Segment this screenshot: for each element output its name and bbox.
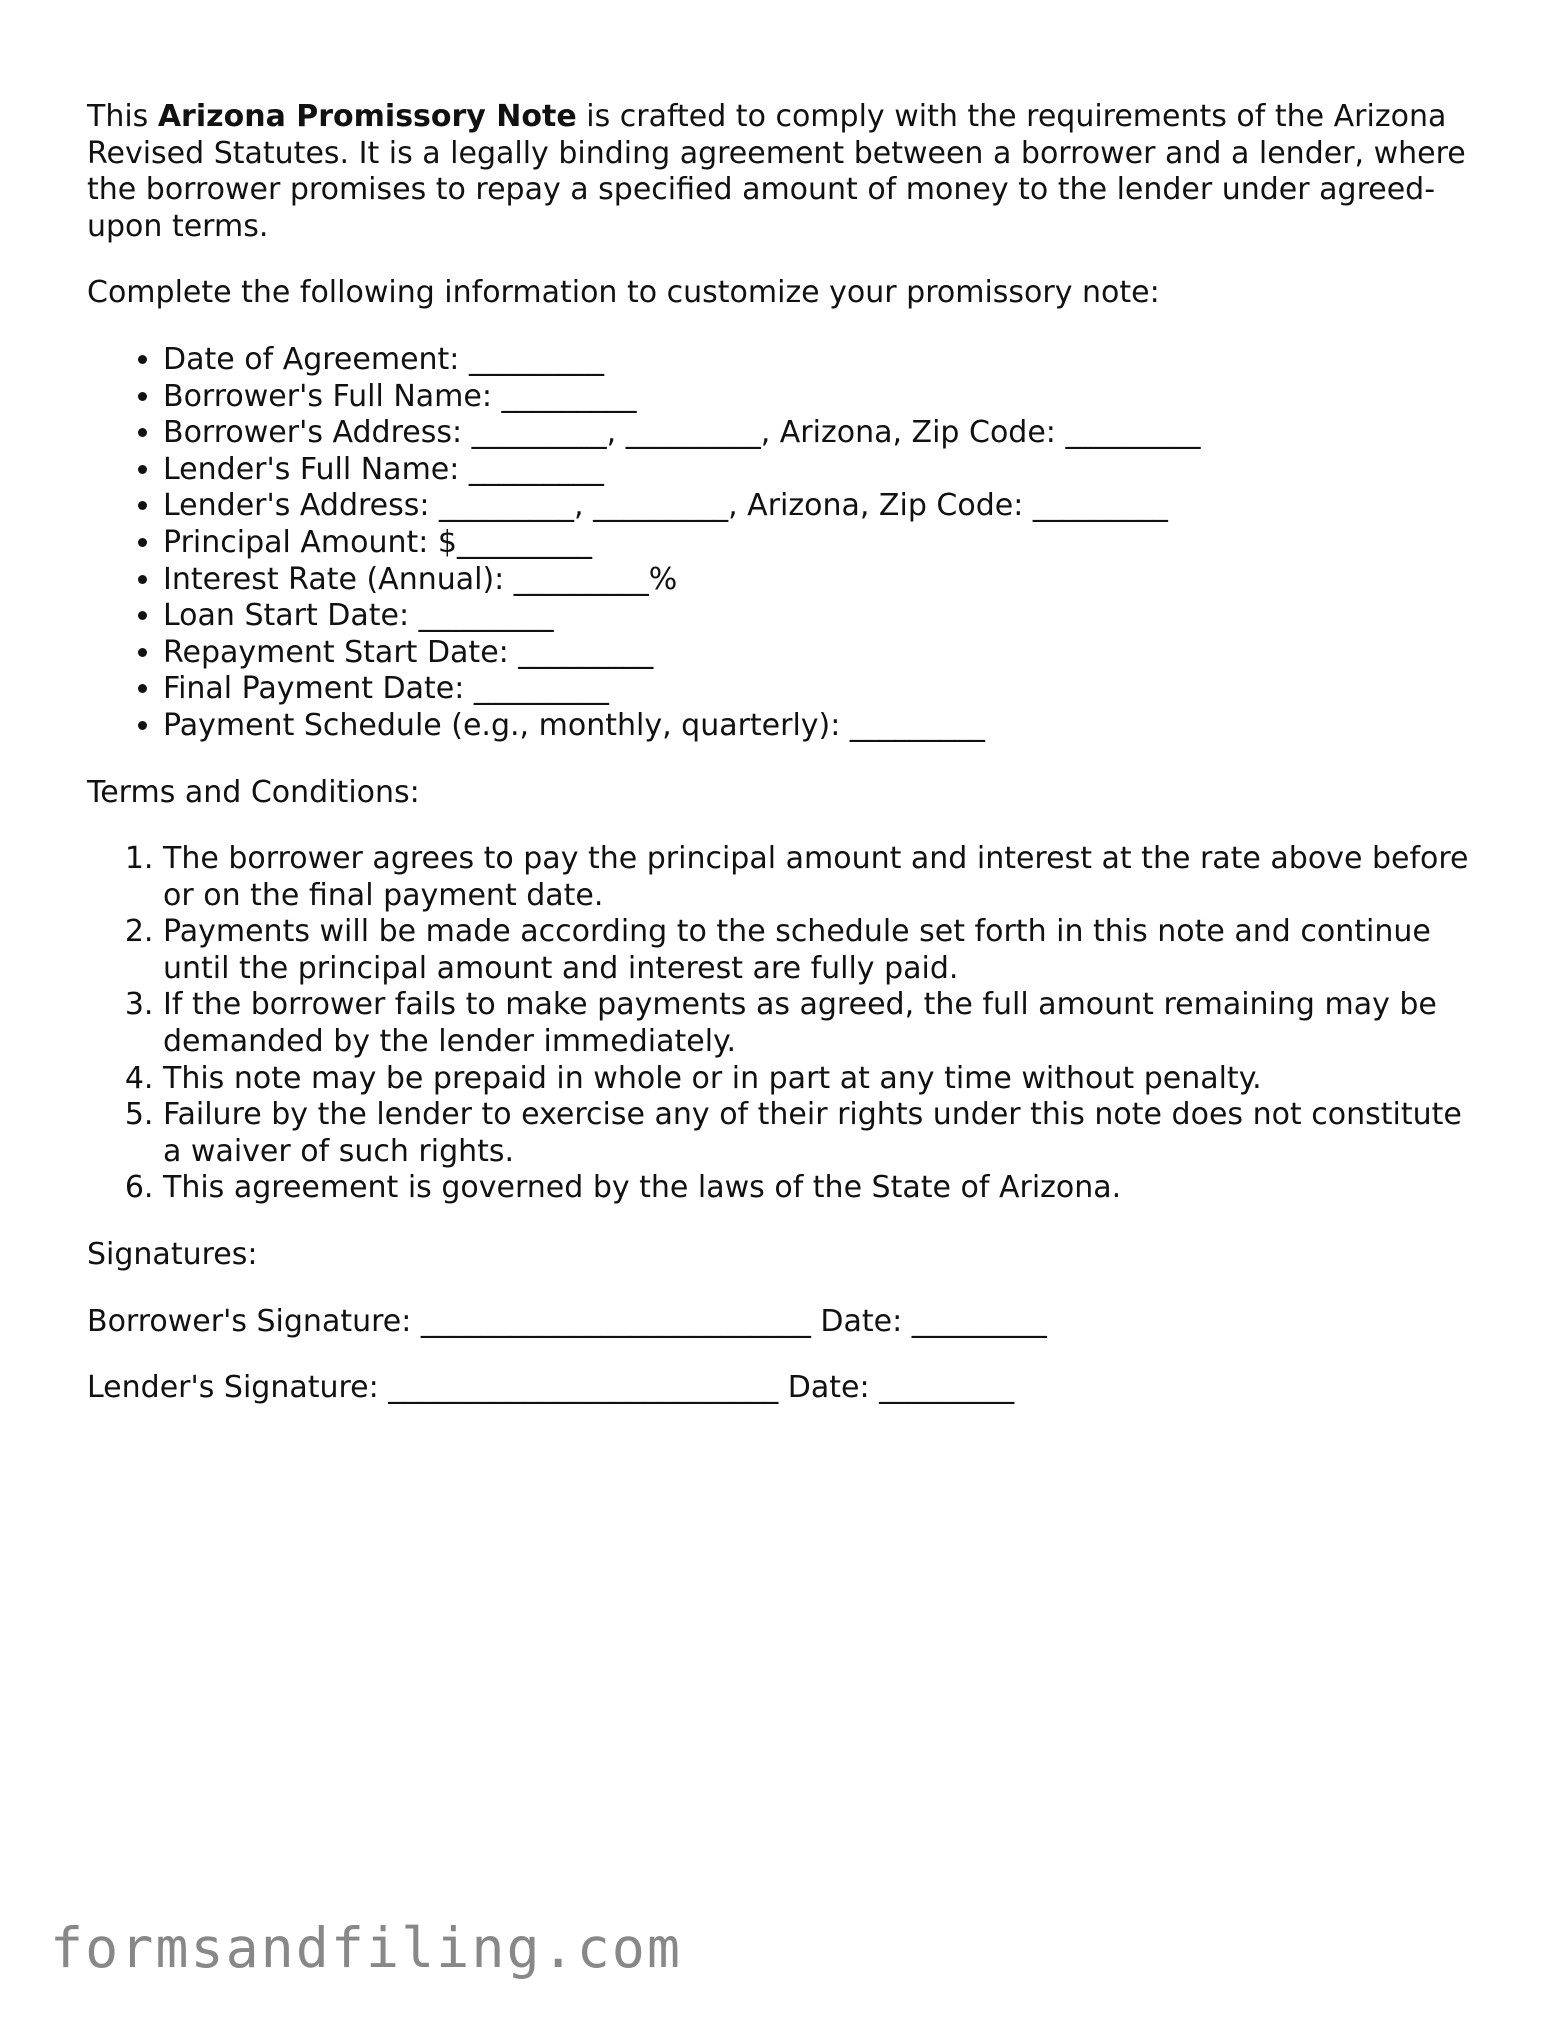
terms-heading: Terms and Conditions: <box>87 774 420 810</box>
document-page <box>87 99 1487 1437</box>
term-item: 1. The borrower agrees to pay the principal amount and interest at the rate above before or on the final payment date. <box>163 841 1487 914</box>
field-final-payment-date: • Final Payment Date: _________ <box>163 671 1487 708</box>
field-lender-address: • Lender's Address: _________, _________, Arizona, Zip Code: _________ <box>163 488 1487 525</box>
term-item: 3. If the borrower fails to make payments as agreed, the full amount remaining may be demanded by the lender immediately. <box>163 987 1487 1060</box>
field-repayment-start-date: • Repayment Start Date: _________ <box>163 635 1487 672</box>
term-item: 5. Failure by the lender to exercise any of their rights under this note does not constitute a waiver of such rights. <box>163 1097 1487 1170</box>
watermark-logo: formsandfiling.com <box>50 1916 683 1980</box>
instructions-text: Complete the following information to customize your promissory note: <box>87 275 1160 311</box>
field-payment-schedule: • Payment Schedule (e.g., monthly, quarterly): _________ <box>163 708 1487 745</box>
intro-suffix: is crafted to comply with the requirements of the Arizona Revised Statutes. It is a legally binding agreement between a borrower and a lender, where the borrower promises to repay a specified amount of money to the lender under agreed-upon terms. <box>87 99 1466 244</box>
intro-prefix: This <box>87 99 158 134</box>
field-date-of-agreement: • Date of Agreement: _________ <box>163 342 1487 379</box>
signatures-heading: Signatures: <box>87 1237 258 1273</box>
term-item: 4. This note may be prepaid in whole or in part at any time without penalty. <box>163 1061 1487 1098</box>
field-interest-rate: • Interest Rate (Annual): _________% <box>163 562 1487 599</box>
field-lender-name: • Lender's Full Name: _________ <box>163 452 1487 489</box>
lender-signature-line: Lender's Signature: __________________________ Date: _________ <box>87 1370 1015 1406</box>
fields-list <box>87 342 1487 745</box>
term-item: 6. This agreement is governed by the laws of the State of Arizona. <box>163 1170 1487 1207</box>
field-loan-start-date: • Loan Start Date: _________ <box>163 598 1487 635</box>
terms-list <box>87 841 1487 1207</box>
field-principal-amount: • Principal Amount: $_________ <box>163 525 1487 562</box>
field-borrower-address: • Borrower's Address: _________, _________, Arizona, Zip Code: _________ <box>163 415 1487 452</box>
borrower-signature-line: Borrower's Signature: __________________________ Date: _________ <box>87 1303 1047 1339</box>
intro-paragraph <box>87 99 1487 245</box>
term-item: 2. Payments will be made according to the schedule set forth in this note and continue until the principal amount and interest are fully paid. <box>163 914 1487 987</box>
field-borrower-name: • Borrower's Full Name: _________ <box>163 379 1487 416</box>
intro-title-bold: Arizona Promissory Note <box>157 99 577 134</box>
